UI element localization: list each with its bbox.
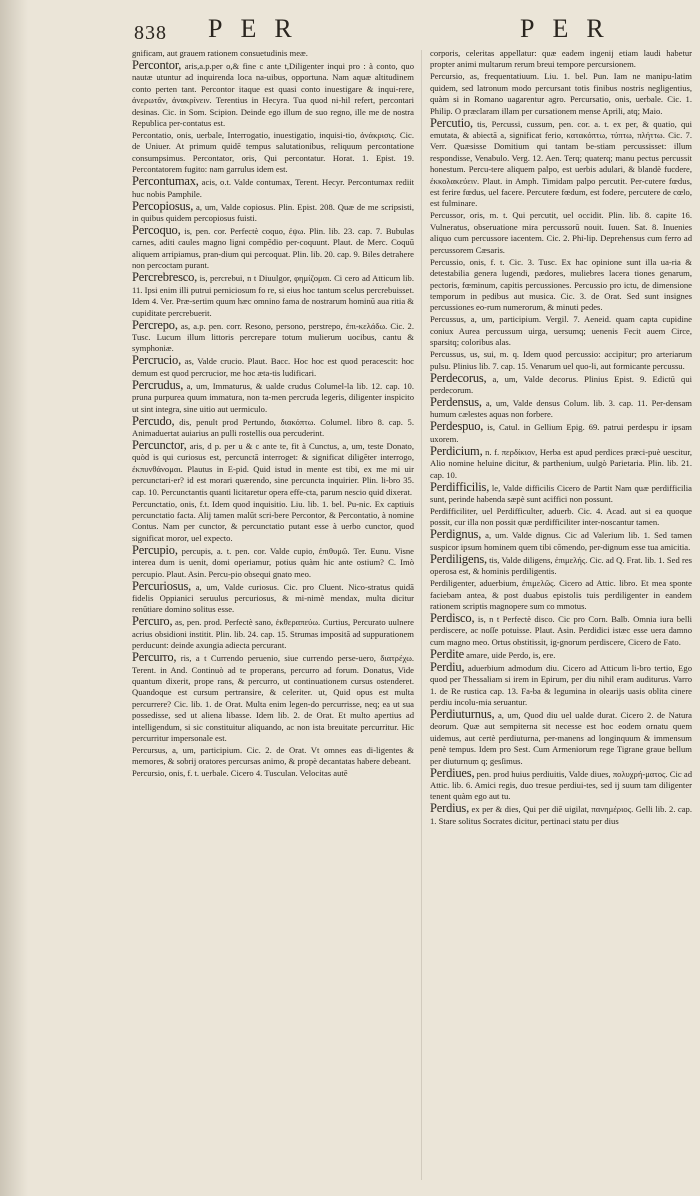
dictionary-entry [132, 60, 414, 129]
dictionary-entry [132, 616, 414, 651]
entry-text: Percursio, onis, f. t. uerbale. Cicero 4. Tusculan. Velocitas autē [132, 768, 348, 779]
entry-headword: Percontor, [132, 58, 182, 72]
dictionary-entry [132, 317, 414, 355]
entry-text: as, pen. prod. Perfectè sano, ἐκθεραπεύω. Curtius, Percurato uulnere acrius obsidioni institit. Plin. lib. 24. cap. 15. Strumas impositā ad suppurationem perducunt: deinde axungia adiecta percurant. [132, 617, 414, 651]
entry-text: a, um, Valde curiosus. Cic. pro Cluent. Nico-stratus quidā fidelis Oppianici seruulus percuriosus, & mi-nimè mendax, multa dicitur renūtiare domino solitus esse. [132, 581, 414, 615]
entry-text: pen. prod huius perdiuitis, Valde diues, πολυχρή-ματος. Cic ad Attic. lib. 6. Amici regis, duo tresue perdiui-tes, sed ij suum tam diligenter tenent quàm ego aut tu. [430, 768, 692, 802]
dictionary-entry [430, 646, 692, 661]
entry-text: n. f. περδίκιον, Herba est apud perdices præci-puè uescitur, Alio nomine heluine dicitur, & parthenium, uulgò Parietaria. Plin. lib. 21. cap. 10. [430, 446, 692, 480]
entry-text: Percursus, a, um, participium. Cic. 2. de Orat. Vt omnes eas di-ligentes & memores, & sobrij oratores percursas animo, & propè decantatas habere debeant. [132, 745, 414, 767]
entry-headword: Percunctor, [132, 437, 187, 452]
dictionary-entry [132, 377, 414, 415]
dictionary-entry [430, 421, 692, 445]
column-divider [421, 50, 422, 1180]
running-head-left: PER [208, 14, 310, 43]
entry-headword: Perdiues, [430, 765, 475, 780]
entry-text: is, percrebui, n t Diuulgor, φημίζομαι. Ci cero ad Atticum lib. 11. Ipsi enim illi putrui perniciosum fo re, si eius hoc tantum scelus percrebuisset. Idem 4. Ver. Præ-sertim quum hæc omnino fama de nostrarum hominū aua ritia & cupiditate percrebuerit. [132, 273, 414, 318]
dictionary-entry [132, 130, 414, 176]
dictionary-entry [430, 803, 692, 827]
entry-headword: Perdignus, [430, 527, 482, 542]
entry-headword: Perdicium, [430, 443, 483, 458]
entry-text: aris,a.p.per o,& fine c ante t,Diligenter inqui pro : à conto, quo nautæ utuntur ad inquirenda loca na-uibus, opportuna. Nam aquæ altitudinem conto perten tant. Percontor itaque est quasi conto inuestigare & inqui-rere, ἀνερωτᾶν, ἀνακρίνειν. Terentius in Hecyra. Tua quod ni-hil refert, percontari desinas. Cic. in Som. Scipion. Deinde ego illum de suo regno, ille me de nostra Republica per-contatus est. [132, 61, 414, 129]
entry-headword: Percrudus, [132, 377, 184, 392]
entry-text: as, Valde crucio. Plaut. Bacc. Hoc hoc est quod peracescit: hoc demum est quod percrucior, me hoc æta-tis ludificari. [132, 356, 414, 378]
dictionary-entry [430, 709, 692, 767]
entry-text: Percussus, a, um, participium. Vergil. 7. Aeneid. quam capta cupidine coniux Aurea percussum uirga, uersumq; uenenis Fecit auem Circe, sparsitq; coloribus alas. [430, 314, 692, 348]
right-column [430, 48, 692, 1188]
dictionary-entry [430, 257, 692, 314]
entry-text: acis, o.t. Valde contumax, Terent. Hecyr. Percontumax rediit huc nobis Pamphile. [132, 177, 414, 199]
entry-text: ex per & dies, Qui per diē uigilat, πανημέριος. Gelli lib. 2. cap. 1. Stare solitus Socrates dicitur, pertinaci statu per dius [430, 804, 692, 826]
dictionary-entry [430, 578, 692, 612]
entry-headword: Perdiuturnus, [430, 707, 495, 722]
dictionary-entry [430, 443, 692, 481]
dictionary-entry [132, 176, 414, 200]
dictionary-entry [132, 768, 414, 779]
page-number: 838 [134, 22, 167, 44]
entry-headword: Perdiu, [430, 659, 465, 674]
dictionary-entry [430, 349, 692, 372]
dictionary-entry [430, 765, 692, 803]
dictionary-entry [132, 499, 414, 545]
entry-headword: Percuro, [132, 614, 173, 629]
dictionary-entry [132, 198, 414, 225]
dictionary-entry [132, 437, 414, 498]
dictionary-entry [132, 413, 414, 440]
dictionary-entry [430, 613, 692, 648]
entry-text: Perdifficiliter, uel Perdifficulter, aduerb. Cic. 4. Acad. aut si ea quoque possit, cur illa non possit quæ perdifficiliter inter-noscantur tamen. [430, 505, 692, 528]
entry-headword: Percurro, [132, 650, 177, 665]
entry-headword: Percopiosus, [132, 198, 194, 213]
entry-text: is, pen. cor. Perfectè coquo, ἐψω. Plin. lib. 23. cap. 7. Bubulas carnes, aditi caules magno ligni compēdio per-coquunt. Plaut. de Merc. Coquū aliquem arripiamus, pran-dium qui percoquat. Plin. lib. 20. cap. 9. Biles detrahere non percoctam purant. [132, 226, 414, 271]
entry-text: a, um, Immaturus, & ualde crudus Columel-la lib. 12. cap. 10. pruna purpurea quum immatura, non ta-men percruda legeris, diligenter inspicito ut sint integra, sine uitio aut uermiculo. [132, 380, 414, 414]
entry-text: dis, penult prod Pertundo, διακόπτω. Columel. libro 8. cap. 5. Animaduertat auiarius an pulli rostellis oua percuderint. [132, 416, 414, 438]
dictionary-entry [430, 370, 692, 397]
entry-headword: Perdespuo, [430, 419, 484, 434]
dictionary-entry [132, 652, 414, 744]
entry-headword: Perdius, [430, 801, 470, 816]
entry-headword: Perdite [430, 646, 465, 661]
entry-headword: Perdecorus, [430, 370, 487, 385]
entry-text: is, n t Perfectè disco. Cic pro Corn. Balb. Omnia iura belli perdiscere, ac noſſe potuisse. Plaut. Asin. Perdidici istæc esse uera damno cum magno meo. Ortus obstitissit, ig-gnorum perdiscere, Cicero de Fato. [430, 614, 692, 647]
entry-headword: Percrepo, [132, 317, 178, 332]
entry-headword: Percrebresco, [132, 270, 198, 285]
page-header [0, 8, 700, 50]
dictionary-entry [430, 71, 692, 117]
entry-headword: Perdiligens, [430, 551, 487, 566]
running-head-right: PER [520, 14, 622, 43]
entry-text: Percussio, onis, f. t. Cic. 3. Tusc. Ex hac opinione sunt illa ua-ria & detestabilia genera lugendi, pædores, muliebres lacera tiones genarum, pectoris, fœminum, capitis percussiones. Percussio pro ictu, de dimensione temporum in pedibus aut musica. Cic. 3. de Orat. Sed sunt insignes percussiones eo-rum numerorum, & minuti pedes. [430, 256, 692, 313]
entry-text: Percussor, oris, m. t. Qui percutit, uel occidit. Plin. lib. 8. capite 16. Vulneratus, obseruatione mira percussorū nouit. Iuuen. Sat. 8. Inuenies aliquo cum percussore iacentem. Cic. 2. Phi-lip. Deprehensus cum ferro ad percussorem Cæsaris. [430, 210, 692, 255]
entry-text: a, um, Valde copiosus. Plin. Epist. 208. Quæ de me scripsisti, in quibus quidem percopiosus fuisti. [132, 201, 414, 224]
dictionary-entry [430, 210, 692, 256]
entry-text: Percussus, us, sui, m. q. Idem quod percussio: accipitur; pro arteriarum pulsu. Plinius lib. 7. cap. 15. Venarum uel quo-li, aut formicante percussu. [430, 349, 692, 371]
entry-text: Percursio, as, frequentatiuum. Liu. 1. bel. Pun. Iam ne manipu-latim quidem, sed latronum modo percursant totis finibus nostris negligentius, quàm si in Romano uagarentur agro. Percursatio, onis, uerbale. Cic. 1. Philip. O præclaram illam per cursationem mense Aprili, atq; Maio. [430, 71, 692, 116]
entry-headword: Perdisco, [430, 611, 475, 625]
dictionary-entry [132, 578, 414, 616]
entry-text: aris, d p. per u & c ante te, fit à Cunctus, a, um, teste Donato, quòd is qui curiosus est, percunctā interroget: & significat diligēter interrogo, ἐκπυνθάνομαι. Plautus in E-pid. Quid istud in mente est tibi, ex me mi uir percunctari-er? id est morari quærendo, sine percuncta inquirier. Plin. li-bro 35. cap. 10. Percunctantis quanti licitaretur opera effe-cta, parum nescio quid dixerat. [132, 440, 414, 497]
entry-text: Percontatio, onis, uerbale, Interrogatio, inuestigatio, inquisi-tio, ἀνάκρισις. Cic. de Uniuer. At primum quidē tempus salutationibus, reliquum percontatione consumpsimus. Percontator, oris, Qui percontatur. Horat. 1. Epist. 19. Percontatorem fugito: nam garrulus idem est. [132, 130, 414, 175]
entry-text: Perdiligenter, aduerbium, ἐπιμελῶς. Cicero ad Attic. libro. Et mea sponte faciebam antea, & post duabus epistolis tuis perdiligenter in eandem rationem scriptis magnopere sum co mmotus. [430, 578, 692, 611]
dictionary-entry [430, 394, 692, 421]
dictionary-entry [430, 314, 692, 348]
entry-headword: Percutio, [430, 115, 473, 130]
dictionary-entry [430, 48, 692, 71]
dictionary-entry [132, 745, 414, 768]
entry-text: ris, a t Currendo peruenio, siue currendo perse-uero, διατρέχω. Terent. in And. Continuò ad te properans, percurro ad forum. Donatus, Vide quantum dixerit, prope rans, & percurro, ut continuationem cursus ostenderet. Quandoque est cursum pertransire, & celeriter. ut, Quid opus est multa percurrere? Cic. lib. 1. de Orat. Multa enim legen-do percurrisse, neq; ea ut sua possedisse, sed ut aliena libasse. Idem lib. 2. de Orat. Et multo apertius ad intelligendum, si sic constituitur aliquando, ac non ista breuitate percurritur. Hic percurritur impersonale est. [132, 653, 414, 744]
entry-headword: Perdifficilis, [430, 479, 490, 494]
entry-headword: Percupio, [132, 542, 178, 557]
entry-text: gnificam, aut grauem rationem consuetudinis meæ. [132, 48, 308, 58]
entry-text: a, um, Valde densus Colum. lib. 3. cap. 11. Per-densam humum cælestes aquas non forbere. [430, 397, 692, 420]
entry-text: corporis, celeritas appellatur: quæ eadem ingenij etiam laudi habetur propter animi multarum rerum breui tempore percursionem. [430, 48, 692, 70]
entry-headword: Percrucio, [132, 353, 182, 368]
entry-text: as, a.p. pen. corr. Resono, persono, perstrepo, ἐπι-κελάδω. Cic. 2. Tusc. Lucum illum littoris percrepare totum mulierum uocibus, cantu & symphoniæ. [132, 320, 414, 354]
entry-text: aduerbium admodum diu. Cicero ad Atticum li-bro tertio, Ego quod per Thessaliam si irem in Epirum, per diu nihil eram auditurus. Varro 1. de Re rustica cap. 13. Fa-ba & legumina in olearijs uasis oblita cinere perdiu incolu-mia seruantur. [430, 662, 692, 708]
entry-headword: Perdensus, [430, 394, 482, 409]
dictionary-entry [132, 542, 414, 580]
entry-headword: Percuriosus, [132, 578, 192, 593]
dictionary-entry [430, 506, 692, 529]
entry-headword: Percontumax, [132, 174, 199, 189]
dictionary-entry [430, 479, 692, 506]
dictionary-entry [132, 355, 414, 379]
dictionary-entry [430, 551, 692, 578]
left-column [132, 48, 414, 1188]
entry-text: a, um, Valde decorus. Plinius Epist. 9. Edictū qui perdecorum. [430, 373, 692, 395]
entry-text: is, Catul. in Gellium Epig. 69. patrui perdespu ir ipsam uxorem. [430, 422, 692, 444]
dictionary-entry [132, 225, 414, 272]
dictionary-entry [430, 659, 692, 709]
entry-text: amare, uide Perdo, is, ere. [466, 649, 556, 660]
dictionary-entry [430, 529, 692, 553]
entry-text: tis, Valde diligens, ἐπιμελής. Cic. ad Q. Frat. lib. 1. Sed res operosa est, & hominis perdiligentis. [430, 554, 692, 577]
dictionary-entry [430, 115, 692, 210]
entry-headword: Percoquo, [132, 223, 181, 238]
entry-text: Percunctatio, onis, f.t. Idem quod inquisitio. Liu. lib. 1. bel. Pu-nic. Ex captiuis percunctatio facta. Alij tamen malūt scri-bere Percontor, & Percontatio, à nomine Contus. Nam per cunctor, & percunctatio putant esse à uerbo cunctor, quod significat moror, uel expecto. [132, 498, 414, 543]
entry-text: tis, Percussi, cussum, pen. cor. a. t. ex per, & quatio, qui emutata, & abiectā a, significat ferio, κατακόπτω, τύπτω, πλήττω. Cic. 7. Verr. Quæsisse Domitium qui tantam be-stiam percussisset: illum respondisse, Venabulo. Verg. 12. Aen. Terq; quaterq; manu pectus percussit honestum. Percu-tere aliquem palpo, est uerbis adulari, & blandè fucdere, ἐκκολακεύειν. Plaut. in Amph. Timidam palpo percutit. Per-cutere fœdus, est ferire fœdus, uel facere. Percutere fœdum, est fodere, percutere de cœlo, est fulminare. [430, 118, 692, 209]
dictionary-entry [132, 272, 414, 319]
entry-text: le, Valde difficilis Cicero de Partit Nam quæ perdifficilia sunt, perinde habenda sæpè sunt aciffici non possunt. [430, 482, 692, 504]
entry-text: percupis, a. t. pen. cor. Valde cupio, ἐπιθυμῶ. Ter. Eunu. Visne interea dum is uenit, domi operiamur, potius quàm hic ante ostium? C. Imò percupio. Plaut. Asin. Percu-pio obsequi gnato meo. [132, 545, 414, 579]
entry-text: a, um. Valde dignus. Cic ad Valerium lib. 1. Sed tamen suspicor ipsum hominem quem tibi cōmendo, per-dignum esse tua amicitia. [430, 530, 692, 552]
entry-headword: Percudo, [132, 413, 175, 428]
entry-text: a, um, Quod diu uel ualde durat. Cicero 2. de Natura deorum. Quæ aut sempiterna sit necesse est hoc eodem ornatu quem uidemus, aut certè perdiuturna, per-manens ad longinquum & immensum penè tempus. Idem pro Sest. Cum Armeniorum rege Tigrane graue bellum per diuturnum q; gesſimus. [430, 710, 692, 766]
gutter-shadow [0, 0, 28, 1196]
